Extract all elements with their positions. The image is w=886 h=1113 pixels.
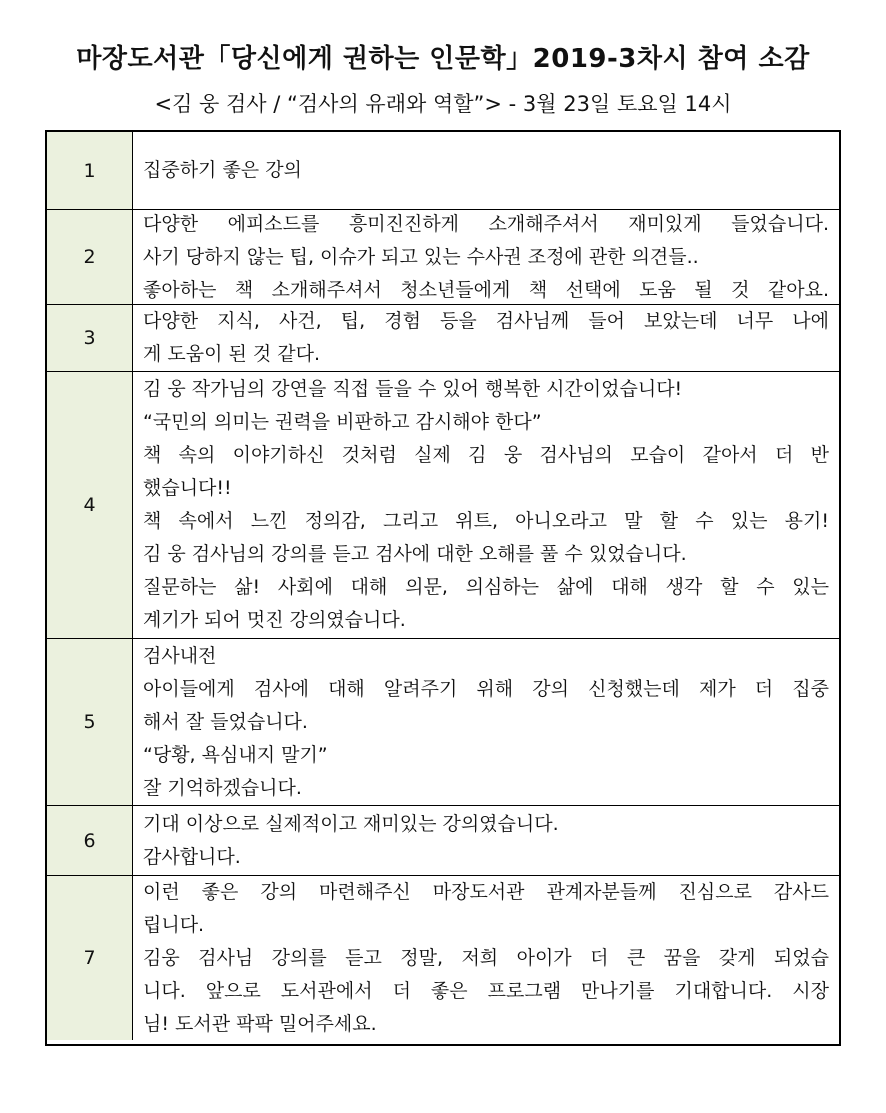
feedback-line: 해서 잘 들었습니다.	[143, 710, 308, 733]
row-number: 2	[47, 210, 133, 305]
feedback-line: “당황, 욕심내지 말기”	[143, 743, 328, 766]
feedback-table	[45, 130, 841, 1046]
feedback-cell	[133, 639, 839, 806]
feedback-line: 잘 기억하겠습니다.	[143, 776, 302, 799]
feedback-line: 다양한 지식, 사건, 팁, 경험 등을 검사님께 들어 보았는데 너무 나에	[143, 310, 829, 332]
row-number: 5	[47, 639, 133, 806]
feedback-line: 집중하기 좋은 강의	[143, 159, 302, 181]
feedback-line: 김웅 검사님 강의를 듣고 정말, 저희 아이가 더 큰 꿈을 갖게 되었습	[143, 946, 829, 969]
page-title: 마장도서관「당신에게 권하는 인문학」2019-3차시 참여 소감	[76, 44, 810, 74]
feedback-cell	[133, 876, 839, 1040]
feedback-line: 김 웅 검사님의 강의를 듣고 검사에 대한 오해를 풀 수 있었습니다.	[143, 543, 687, 565]
row-number: 4	[47, 372, 133, 639]
feedback-line: 기대 이상으로 실제적이고 재미있는 강의였습니다.	[143, 812, 559, 835]
feedback-line: 했습니다!!	[143, 477, 232, 499]
feedback-line: 좋아하는 책 소개해주셔서 청소년들에게 책 선택에 도움 될 것 같아요.	[143, 278, 829, 301]
page-subtitle: <김 웅 검사 / “검사의 유래와 역할”> - 3월 23일 토요일 14시	[154, 92, 732, 116]
feedback-line: 계기가 되어 멋진 강의였습니다.	[143, 609, 406, 631]
feedback-line: 책 속에서 느낀 정의감, 그리고 위트, 아니오라고 말 할 수 있는 용기!	[143, 510, 829, 532]
feedback-cell	[133, 372, 839, 639]
feedback-line: “국민의 의미는 권력을 비판하고 감시해야 한다”	[143, 411, 542, 433]
feedback-line: 김 웅 작가님의 강연을 직접 들을 수 있어 행복한 시간이었습니다!	[143, 378, 683, 400]
row-number: 3	[47, 305, 133, 372]
feedback-cell	[133, 210, 839, 305]
feedback-line: 님! 도서관 팍팍 밀어주세요.	[143, 1012, 377, 1035]
row-number: 6	[47, 806, 133, 876]
feedback-cell	[133, 305, 839, 372]
feedback-line: 질문하는 삶! 사회에 대해 의문, 의심하는 삶에 대해 생각 할 수 있는	[143, 576, 829, 598]
feedback-line: 이런 좋은 강의 마련해주신 마장도서관 관계자분들께 진심으로 감사드	[143, 880, 829, 903]
feedback-line: 책 속의 이야기하신 것처럼 실제 김 웅 검사님의 모습이 같아서 더 반	[143, 444, 829, 466]
feedback-cell	[133, 132, 839, 210]
feedback-line: 감사합니다.	[143, 845, 241, 868]
feedback-line: 게 도움이 된 것 같다.	[143, 343, 321, 365]
feedback-line: 사기 당하지 않는 팁, 이슈가 되고 있는 수사권 조정에 관한 의견들..	[143, 245, 699, 268]
feedback-line: 니다. 앞으로 도서관에서 더 좋은 프로그램 만나기를 기대합니다. 시장	[143, 979, 829, 1002]
row-number: 7	[47, 876, 133, 1040]
row-number: 1	[47, 132, 133, 210]
feedback-line: 립니다.	[143, 913, 205, 936]
feedback-line: 다양한 에피소드를 흥미진진하게 소개해주셔서 재미있게 들었습니다.	[143, 212, 829, 235]
feedback-line: 검사내전	[143, 644, 217, 667]
feedback-cell	[133, 806, 839, 876]
feedback-line: 아이들에게 검사에 대해 알려주기 위해 강의 신청했는데 제가 더 집중	[143, 677, 829, 700]
